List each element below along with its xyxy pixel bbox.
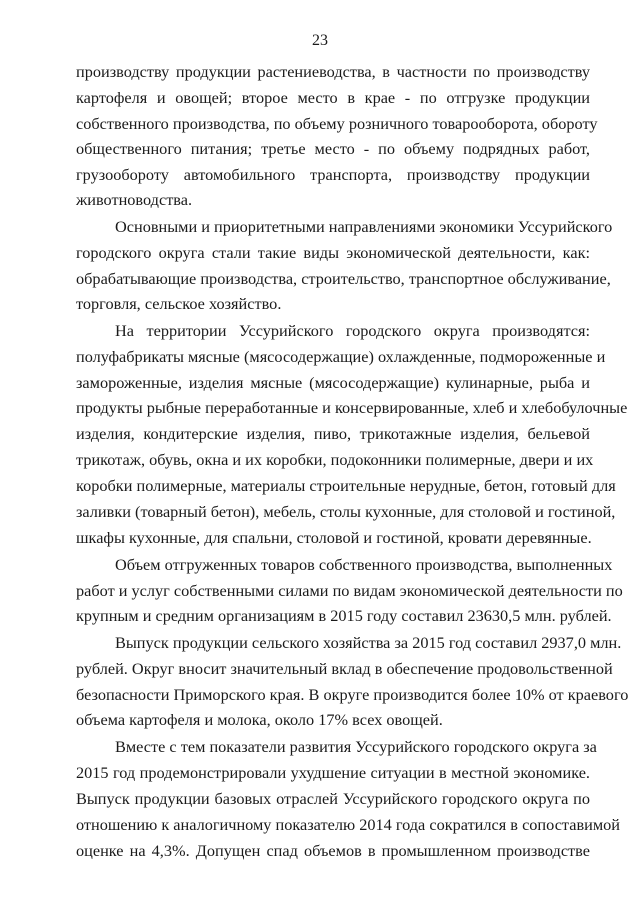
page-number: 23 [312, 32, 328, 49]
text-line: трикотаж, обувь, окна и их коробки, подоконники полимерные, двери и их [76, 450, 594, 469]
text-line: Выпуск продукции сельского хозяйства за 2015 год составил 2937,0 млн. [115, 633, 622, 652]
text-line: Выпуск продукции базовых отраслей Уссурийского городского округа по [76, 789, 590, 808]
text-line: грузообороту автомобильного транспорта, производству продукции [76, 165, 590, 184]
text-line: работ и услуг собственными силами по видам экономической деятельности по [76, 581, 623, 600]
text-line: Объем отгруженных товаров собственного производства, выполненных [115, 555, 613, 574]
text-line: оценке на 4,3%. Допущен спад объемов в промышленном производстве [76, 841, 590, 860]
text-line: крупным и средним организациям в 2015 году составил 23630,5 млн. рублей. [76, 606, 612, 625]
text-line: шкафы кухонные, для спальни, столовой и гостиной, кровати деревянные. [76, 528, 592, 547]
text-line: Вместе с тем показатели развития Уссурийского городского округа за [115, 737, 597, 756]
text-line: отношению к аналогичному показателю 2014 года сократился в сопоставимой [76, 815, 621, 834]
text-line: собственного производства, по объему розничного товарооборота, обороту [76, 114, 598, 133]
text-line: изделия, кондитерские изделия, пиво, трикотажные изделия, бельевой [76, 424, 590, 443]
text-line: рублей. Округ вносит значительный вклад в обеспечение продовольственной [76, 659, 613, 678]
text-line: торговля, сельское хозяйство. [76, 294, 282, 313]
text-line: продукты рыбные переработанные и консервированные, хлеб и хлебобулочные [76, 398, 628, 417]
text-line: обрабатывающие производства, строительство, транспортное обслуживание, [76, 269, 611, 288]
text-line: 2015 год продемонстрировали ухудшение ситуации в местной экономике. [76, 763, 590, 782]
text-line: производству продукции растениеводства, в частности по производству [76, 62, 590, 81]
text-line: городского округа стали такие виды экономической деятельности, как: [76, 243, 590, 262]
text-line: картофеля и овощей; второе место в крае - по отгрузке продукции [76, 88, 590, 107]
text-line: Основными и приоритетными направлениями экономики Уссурийского [115, 217, 613, 236]
text-line: объема картофеля и молока, около 17% всех овощей. [76, 710, 443, 729]
text-line: заливки (товарный бетон), мебель, столы кухонные, для столовой и гостиной, [76, 502, 616, 521]
text-line: полуфабрикаты мясные (мясосодержащие) охлажденные, подмороженные и [76, 347, 606, 366]
text-line: замороженные, изделия мясные (мясосодержащие) кулинарные, рыба и [76, 373, 590, 392]
text-line: На территории Уссурийского городского округа производятся: [115, 321, 590, 340]
text-line: безопасности Приморского края. В округе производится более 10% от краевого [76, 685, 629, 704]
text-line: животноводства. [76, 190, 193, 209]
text-line: общественного питания; третье место - по объему подрядных работ, [76, 139, 590, 158]
text-line: коробки полимерные, материалы строительные нерудные, бетон, готовый для [76, 476, 616, 495]
